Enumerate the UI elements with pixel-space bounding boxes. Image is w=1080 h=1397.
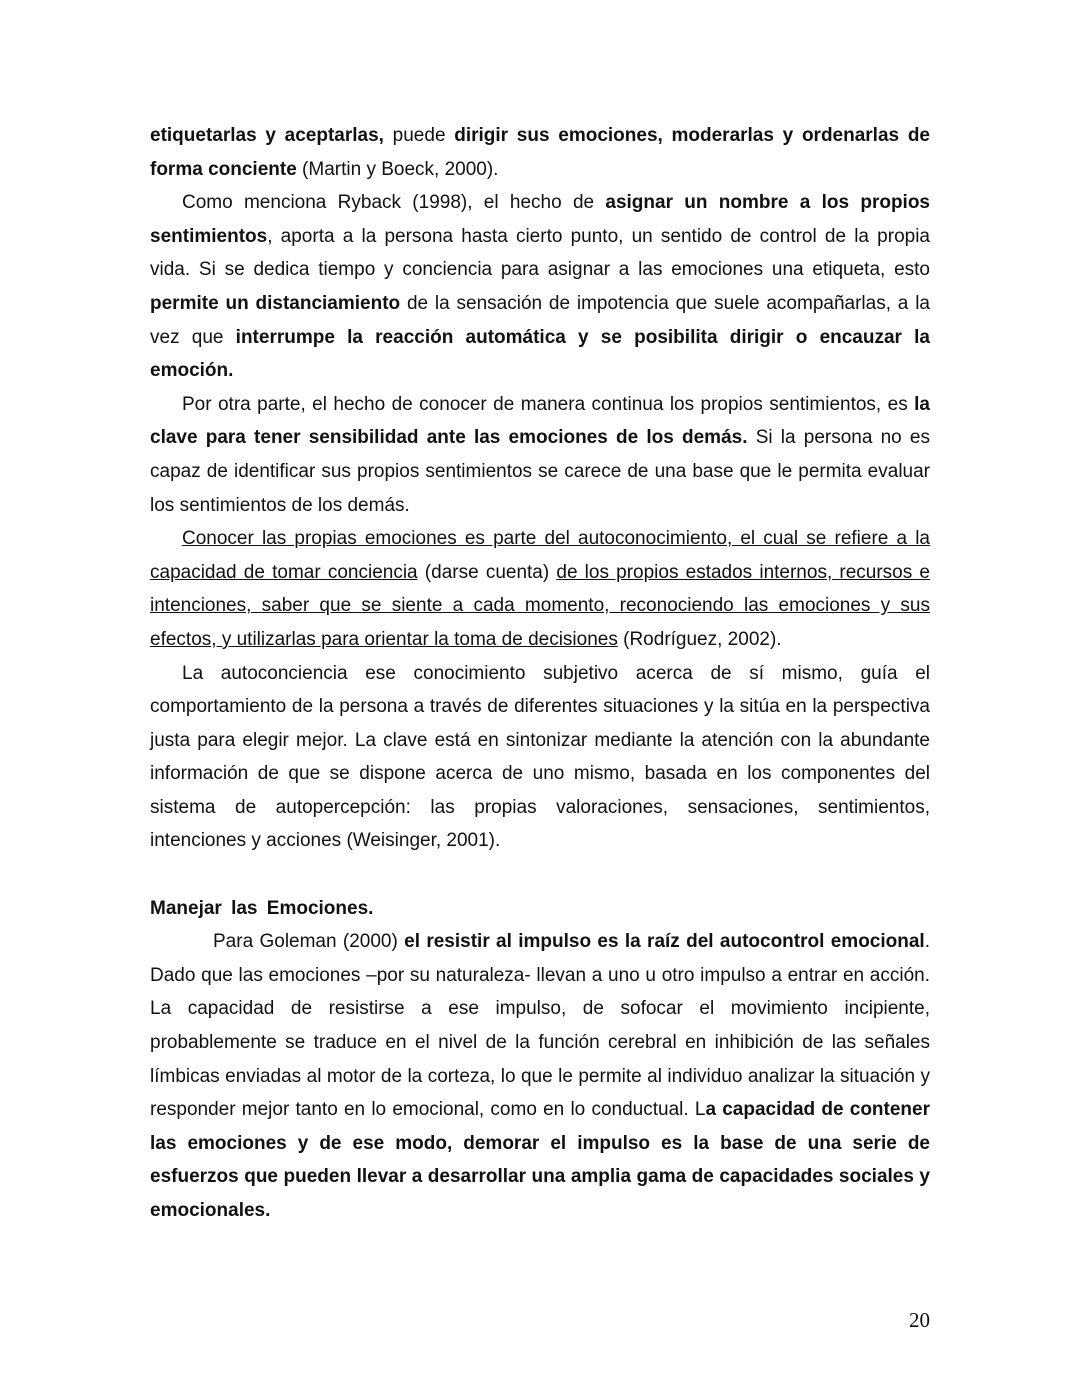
paragraph-4 xyxy=(150,522,930,656)
text: puede xyxy=(383,125,455,146)
bold-text: el resistir al impulso es la raíz del autocontrol emocional xyxy=(404,931,925,953)
paragraph-5 xyxy=(150,657,930,859)
bold-text: etiquetarlas y aceptarlas, xyxy=(150,125,384,146)
bold-text: a capacidad de contener las emociones y de ese modo, demorar el impulso es la base de una serie de esfuerzos que pueden llevar a desarrollar una amplia gama de capacidades sociales y emocionales. xyxy=(150,1099,931,1221)
bold-text: interrumpe la reacción automática y se posibilita dirigir o encauzar la emoción. xyxy=(150,326,930,382)
text: Como menciona Ryback (1998), el hecho de xyxy=(182,192,606,214)
underlined-text: de los propios estados internos, recursos e intenciones, saber que se siente a cada momento, reconociendo las emociones y sus efectos, y utilizarlas para orientar la toma de decisiones xyxy=(150,561,930,650)
text: Por otra parte, el hecho de conocer de manera continua los propios sentimientos, es xyxy=(182,393,915,415)
bold-text: la clave para tener sensibilidad ante las emociones de los demás. xyxy=(150,393,930,449)
underlined-text: Conocer las propias emociones es parte del autoconocimiento, el cual se refiere a la capacidad de tomar conciencia xyxy=(150,528,930,583)
paragraph-3 xyxy=(150,388,930,522)
paragraph-6 xyxy=(150,925,930,1227)
text: (darse cuenta) xyxy=(417,561,557,583)
text: . Dado que las emociones –por su naturaleza- llevan a uno u otro impulso a entrar en acción. La capacidad de resistirse a ese impulso, de sofocar el movimiento incipiente, probablemente se traduce en el nivel de la función cerebral en inhibición de las señales límbicas enviadas al motor de la corteza, lo que le permite al individuo analizar la situación y responder mejor tanto en lo emocional, como en lo conductual. L xyxy=(150,931,930,1121)
text: Para Goleman (2000) xyxy=(213,931,405,953)
section-heading: Manejar las Emociones. xyxy=(150,897,374,919)
text: Si la persona no es capaz de identificar sus propios sentimientos se carece de una base que le permita evaluar los sentimientos de los demás. xyxy=(150,427,930,516)
citation: (Rodríguez, 2002). xyxy=(617,628,782,650)
citation: (Martin y Boeck, 2000). xyxy=(296,158,499,180)
paragraph-2 xyxy=(150,186,930,388)
bold-text: dirigir sus emociones, moderarlas y ordenarlas de forma conciente xyxy=(150,125,930,180)
paragraph-1 xyxy=(150,119,930,186)
document-body xyxy=(150,119,930,1228)
bold-text: permite un distanciamiento xyxy=(150,292,401,314)
bold-text: asignar un nombre a los propios sentimientos xyxy=(150,192,930,247)
text: , aporta a la persona hasta cierto punto, un sentido de control de la propia vida. Si se dedica tiempo y conciencia para asignar a las emociones una etiqueta, esto xyxy=(150,225,930,281)
page-number: 20 xyxy=(909,1308,930,1332)
text: La autoconciencia ese conocimiento subjetivo acerca de sí mismo, guía el comportamiento de la persona a través de diferentes situaciones y la sitúa en la perspectiva justa para elegir mejor. La clave está en sintonizar mediante la atención con la abundante información de que se dispone acerca de uno mismo, basada en los componentes del sistema de autopercepción: las propias valoraciones, sensaciones, sentimientos, intenciones y acciones (Weisinger, 2001). xyxy=(150,662,930,852)
text: de la sensación de impotencia que suele acompañarlas, a la vez que xyxy=(150,292,930,348)
